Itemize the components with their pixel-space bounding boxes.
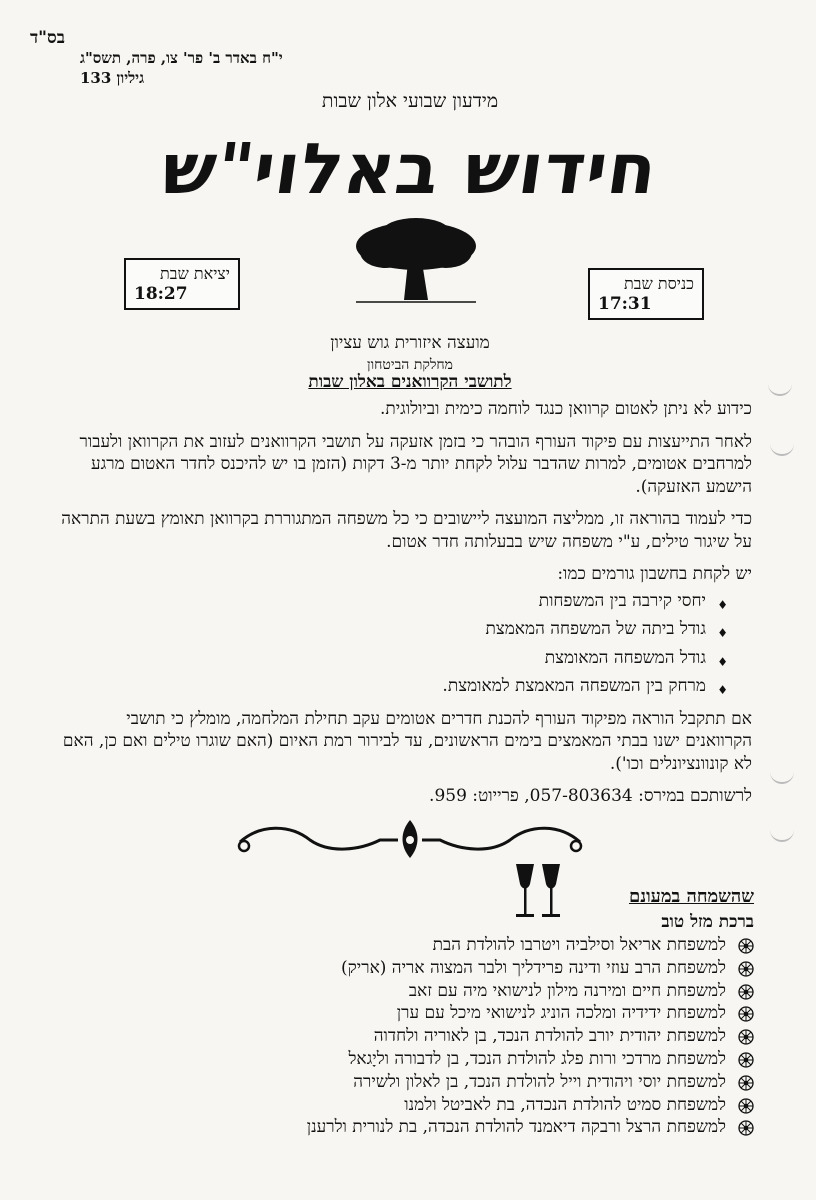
list-item [140, 1094, 754, 1117]
celebration-text: למשפחת סמיט להולדת הנכדה, בת לאביטל ולמנו [404, 1094, 726, 1115]
list-item: ♦ מרחק בין המשפחה המאמצת למאומצת. [56, 675, 728, 698]
flower-icon [738, 1052, 754, 1068]
list-item: ♦ גודל ביתה של המשפחה המאמצת [56, 618, 728, 641]
flower-icon [738, 1006, 754, 1022]
celebration-text: למשפחת הרב עוזי ודינה פרידליך ולבר המצוה אריה (אריק) [341, 957, 726, 978]
shabbat-exit-box [124, 258, 240, 310]
binder-hole-mark [770, 826, 794, 842]
celebration-text: למשפחת מרדכי ורות פלג להולדת הנכד, בן לדבורה וליָגאל [348, 1048, 726, 1069]
flower-icon [738, 961, 754, 977]
flower-icon [738, 1075, 754, 1091]
celebrations-title: שהשמחה במעונם [628, 886, 754, 907]
list-item [140, 934, 754, 957]
newsletter-subtitle: מידעון שבועי אלון שבות [321, 90, 499, 112]
article-paragraph-4: אם תתקבל הוראה מפיקוד העורף להכנת חדרים אטומים עקב תחילת המלחמה, מומלץ כי תושבי הקרוואנים ישנו בבתי המאמצים בימים הראשונים, עד לבירור רמת האיום (האם שוגרו טילים ואם כן, האם לא קונוונציונלים וכו'). [62, 708, 752, 774]
flower-icon [738, 1098, 754, 1114]
list-item: ♦ גודל המשפחה המאומצת [56, 647, 728, 670]
binder-hole-mark [768, 380, 792, 396]
ornament-divider [230, 814, 590, 864]
flower-icon [738, 1120, 754, 1136]
celebration-text: למשפחת יוסי ויהודית וייל להולדת הנכד, בן לאלון ולשירה [353, 1071, 726, 1092]
flower-icon [738, 984, 754, 1000]
celebration-text: למשפחת הרצל ורבקה דיאמנד להולדת הנכדה, בת לנורית ולרענן [306, 1117, 726, 1138]
shabbat-entry-box [588, 268, 704, 320]
shabbat-entry-time: 17:31 [598, 294, 652, 314]
article-paragraph-2: לאחר התייעצות עם פיקוד העורף הובהר כי בזמן אזעקה על תושבי הקרוואנים לעזוב את הקרוואן ולעבור למרחבים אטומים, למרות שהדבר עלול לקחת יותר מ-3 דקות (הזמן בו יש להיכנס לחדר האטום מרגע הישמע האזעקה). [79, 431, 752, 497]
celebration-text: למשפחת ידידיה ומלכה הוניג לנישואי מיכל עם ערן [396, 1003, 726, 1024]
list-item [140, 1116, 754, 1139]
celebrations-list [140, 934, 754, 1139]
list-item [140, 980, 754, 1003]
binder-hole-mark [770, 768, 794, 784]
celebration-text: למשפחת יהודית יורב להולדת הנכד, בן לאוריה ולחדוה [373, 1026, 726, 1047]
flower-icon [738, 1029, 754, 1045]
oak-tree-logo [346, 214, 486, 314]
issue-number: גיליון 133 [80, 69, 145, 87]
article-paragraph-1: כידוע לא ניתן לאטום קרוואן כנגד לוחמה כימית וביולוגית. [379, 399, 752, 419]
bsd-mark: בס"ד [30, 28, 65, 48]
factors-intro: יש לקחת בחשבון גורמים כמו: [557, 564, 752, 584]
date-line: י"ח באדר ב' פר' צו, פרה, תשס"ג [80, 49, 283, 67]
issue-info [80, 48, 340, 88]
council-name: מועצה איזורית גוש עציון [330, 333, 490, 353]
factors-list [56, 590, 728, 698]
newsletter-title: חידוש באלוי"ש [156, 128, 664, 210]
list-item: ♦ יחסי קירבה בין המשפחות [56, 590, 728, 613]
flower-icon [738, 938, 754, 954]
shabbat-exit-time: 18:27 [134, 284, 188, 304]
contact-line: לרשותכם במירס: 057-803634, פרייוט: 959. [429, 786, 752, 806]
list-item [140, 1048, 754, 1071]
shabbat-entry-label: כניסת שבת [624, 274, 694, 293]
celebration-text: למשפחת חיים ומירנה מילון לנישואי מיה עם זאב [408, 980, 726, 1001]
binder-hole-mark [770, 440, 794, 456]
celebration-text: למשפחת אריאל וסילביה ויטרבו להולדת הבת [432, 935, 726, 955]
list-item [140, 1071, 754, 1094]
article-paragraph-3: כדי לעמוד בהוראה זו, ממליצה המועצה ליישובים כי כל משפחה המתגוררת בקרוואן תאומץ בשעת התראה על שיגור טילים, ע"י משפחה שיש בבעלותה חדר אטום. [61, 509, 752, 552]
council-block [250, 332, 570, 376]
list-item [140, 1025, 754, 1048]
congrats-heading: ברכת מזל טוב [661, 912, 754, 932]
list-item [140, 1002, 754, 1025]
list-item [140, 957, 754, 980]
article-heading: לתושבי הקרוואנים באלון שבות [308, 372, 512, 392]
article-body [56, 398, 752, 818]
shabbat-exit-label: יציאת שבת [159, 264, 230, 283]
department-name: מחלקת הביטחון [367, 357, 453, 373]
